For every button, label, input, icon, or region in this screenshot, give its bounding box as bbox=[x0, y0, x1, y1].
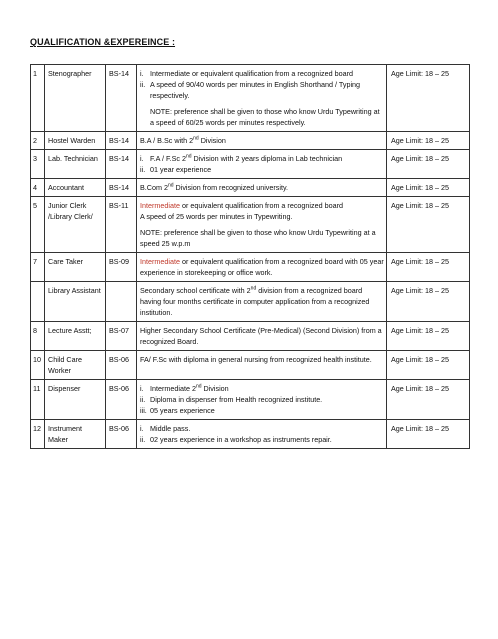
list-item bbox=[140, 153, 384, 164]
post-name: Child Care Worker bbox=[45, 351, 106, 380]
qualification bbox=[137, 150, 387, 179]
serial-number: 11 bbox=[31, 380, 45, 420]
list-text: 01 year experience bbox=[150, 165, 212, 174]
age-limit: Age Limit: 18 – 25 bbox=[387, 179, 470, 197]
age-limit: Age Limit: 18 – 25 bbox=[387, 420, 470, 449]
basic-scale: BS-14 bbox=[106, 179, 137, 197]
qualification-text: FA/ F.Sc with diploma in general nursing from recognized health institute. bbox=[140, 355, 372, 364]
list-item bbox=[140, 383, 384, 394]
post-name: Care Taker bbox=[45, 253, 106, 282]
basic-scale: BS-14 bbox=[106, 150, 137, 179]
qualification-table bbox=[30, 64, 470, 449]
highlighted-text: Intermediate bbox=[140, 257, 180, 266]
serial-number: 7 bbox=[31, 253, 45, 282]
serial-number: 3 bbox=[31, 150, 45, 179]
list-marker: ii. bbox=[140, 80, 146, 89]
serial-number: 4 bbox=[31, 179, 45, 197]
basic-scale: BS-06 bbox=[106, 351, 137, 380]
table-row bbox=[31, 179, 470, 197]
basic-scale bbox=[106, 282, 137, 322]
post-name: Lab. Technician bbox=[45, 150, 106, 179]
table-row bbox=[31, 380, 470, 420]
qualification bbox=[137, 351, 387, 380]
basic-scale: BS-07 bbox=[106, 322, 137, 351]
list-marker: i. bbox=[140, 69, 144, 78]
serial-number: 2 bbox=[31, 132, 45, 150]
qualification-text: A speed of 25 words per minutes in Typewriting. bbox=[140, 212, 293, 221]
table-row bbox=[31, 65, 470, 132]
qualification bbox=[137, 179, 387, 197]
age-limit: Age Limit: 18 – 25 bbox=[387, 380, 470, 420]
age-limit: Age Limit: 18 – 25 bbox=[387, 132, 470, 150]
list-marker: i. bbox=[140, 154, 144, 163]
post-name: Stenographer bbox=[45, 65, 106, 132]
list-item bbox=[140, 68, 384, 79]
qualification bbox=[137, 65, 387, 132]
list-item bbox=[140, 405, 384, 416]
qualification bbox=[137, 380, 387, 420]
qualification bbox=[137, 322, 387, 351]
qualification bbox=[137, 282, 387, 322]
basic-scale: BS-06 bbox=[106, 420, 137, 449]
serial-number: 12 bbox=[31, 420, 45, 449]
post-name: Lecture Asstt; bbox=[45, 322, 106, 351]
list-item bbox=[140, 164, 384, 175]
post-name: Instrument Maker bbox=[45, 420, 106, 449]
list-marker: i. bbox=[140, 384, 144, 393]
qualification bbox=[137, 420, 387, 449]
age-limit: Age Limit: 18 – 25 bbox=[387, 253, 470, 282]
table-row bbox=[31, 132, 470, 150]
table-row bbox=[31, 420, 470, 449]
basic-scale: BS-11 bbox=[106, 197, 137, 253]
basic-scale: BS-14 bbox=[106, 132, 137, 150]
table-row bbox=[31, 253, 470, 282]
list-text: A speed of 90/40 words per minutes in English Shorthand / Typing respectively. bbox=[150, 80, 361, 100]
qualification-text: B.Com 2nd Division from recognized university. bbox=[140, 182, 289, 192]
page-heading: QUALIFICATION &EXPEREINCE : bbox=[30, 37, 176, 47]
post-name: Junior Clerk /Library Clerk/ bbox=[45, 197, 106, 253]
age-limit: Age Limit: 18 – 25 bbox=[387, 322, 470, 351]
highlighted-text: Intermediate bbox=[140, 201, 180, 210]
qualification bbox=[137, 253, 387, 282]
serial-number: 5 bbox=[31, 197, 45, 253]
list-text: Middle pass. bbox=[150, 424, 191, 433]
qualification-text: B.A / B.Sc with 2nd Division bbox=[140, 135, 226, 145]
note-text: NOTE: preference shall be given to those who know Urdu Typewriting at a speed of 60/25 words per minutes respectively. bbox=[150, 107, 380, 127]
list-item bbox=[140, 423, 384, 434]
qualification bbox=[137, 197, 387, 253]
qualification-text: Intermediate or equivalent qualification from a recognized board with 05 year experience in storekeeping or office work. bbox=[140, 257, 384, 277]
post-name: Dispenser bbox=[45, 380, 106, 420]
table-row bbox=[31, 322, 470, 351]
list-item bbox=[140, 434, 384, 445]
basic-scale: BS-06 bbox=[106, 380, 137, 420]
age-limit: Age Limit: 18 – 25 bbox=[387, 282, 470, 322]
list-text: Diploma in dispenser from Health recognized institute. bbox=[150, 395, 323, 404]
table-row bbox=[31, 351, 470, 380]
list-text: Intermediate 2nd Division bbox=[150, 383, 229, 393]
age-limit: Age Limit: 18 – 25 bbox=[387, 351, 470, 380]
list-item bbox=[140, 394, 384, 405]
list-marker: ii. bbox=[140, 165, 146, 174]
list-marker: ii. bbox=[140, 435, 146, 444]
qualification-text: Secondary school certificate with 2nd division from a recognized board having four months certificate in computer application from a recognized institution. bbox=[140, 285, 370, 317]
table-row bbox=[31, 197, 470, 253]
basic-scale: BS-14 bbox=[106, 65, 137, 132]
list-marker: ii. bbox=[140, 395, 146, 404]
list-text: 05 years experience bbox=[150, 406, 215, 415]
qualification bbox=[137, 132, 387, 150]
serial-number bbox=[31, 282, 45, 322]
age-limit: Age Limit: 18 – 25 bbox=[387, 65, 470, 132]
table-row bbox=[31, 282, 470, 322]
serial-number: 1 bbox=[31, 65, 45, 132]
basic-scale: BS-09 bbox=[106, 253, 137, 282]
serial-number: 10 bbox=[31, 351, 45, 380]
table-row bbox=[31, 150, 470, 179]
note-text: NOTE: preference shall be given to those who know Urdu Typewriting at a speed 25 w.p.m bbox=[140, 228, 376, 248]
serial-number: 8 bbox=[31, 322, 45, 351]
list-text: Intermediate or equivalent qualification from a recognized board bbox=[150, 69, 353, 78]
list-marker: iii. bbox=[140, 406, 147, 415]
post-name: Hostel Warden bbox=[45, 132, 106, 150]
qualification-text: Intermediate or equivalent qualification from a recognized board bbox=[140, 201, 343, 210]
post-name: Library Assistant bbox=[45, 282, 106, 322]
qualification-text: Higher Secondary School Certificate (Pre-Medical) (Second Division) from a recognized Board. bbox=[140, 326, 382, 346]
age-limit: Age Limit: 18 – 25 bbox=[387, 150, 470, 179]
list-marker: i. bbox=[140, 424, 144, 433]
post-name: Accountant bbox=[45, 179, 106, 197]
age-limit: Age Limit: 18 – 25 bbox=[387, 197, 470, 253]
list-text: 02 years experience in a workshop as instruments repair. bbox=[150, 435, 332, 444]
list-text: F.A / F.Sc 2nd Division with 2 years diploma in Lab technician bbox=[150, 153, 343, 163]
list-item bbox=[140, 79, 384, 101]
